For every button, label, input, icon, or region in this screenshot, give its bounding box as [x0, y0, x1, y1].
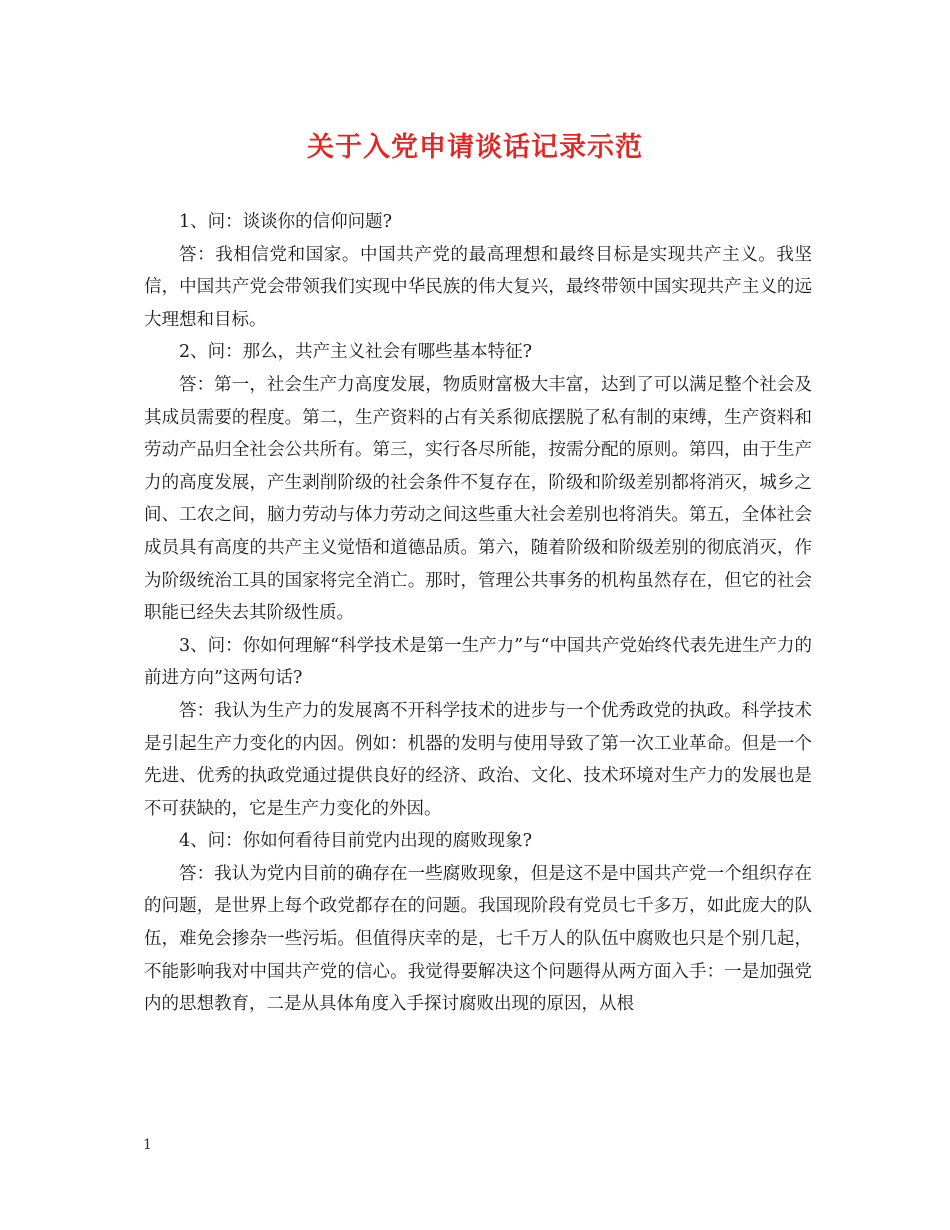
- question-1: 1、问：谈谈你的信仰问题?: [179, 212, 393, 232]
- question-2: 2、问：那么，共产主义社会有哪些基本特征?: [179, 342, 533, 363]
- question-4: 4、问：你如何看待目前党内出现的腐败现象?: [179, 831, 533, 852]
- answer-4: 答：我认为党内目前的确存在一些腐败现象，但是这不是中国共产党一个组织存在的问题，是世界上每个政党都存在的问题。我国现阶段有党员七千多万，如此庞大的队伍，难免会掺杂一些污垢。但值得庆幸的是，七千万人的队伍中腐败也只是个别几起，不能影响我对中国共产党的信心。我觉得要解决这个问题得从两方面入手：一是加强党内的思想教育，二是从具体角度入手探讨腐败出现的原因，从根: [144, 863, 812, 1015]
- answer-3: 答：我认为生产力的发展离不开科学技术的进步与一个优秀政党的执政。科学技术是引起生产力变化的内因。例如：机器的发明与使用导致了第一次工业革命。但是一个先进、优秀的执政党通过提供良好的经济、政治、文化、技术环境对生产力的发展也是不可获缺的，它是生产力变化的外因。: [144, 700, 812, 819]
- question-3: 3、问：你如何理解“科学技术是第一生产力”与“中国共产党始终代表先进生产力的前进方向”这两句话?: [144, 635, 812, 689]
- document-title: 关于入党申请谈话记录示范: [307, 132, 643, 163]
- document-body: [144, 206, 812, 1021]
- answer-2: 答：第一，社会生产力高度发展，物质财富极大丰富，达到了可以满足整个社会及其成员需要的程度。第二，生产资料的占有关系彻底摆脱了私有制的束缚，生产资料和劳动产品归全社会公共所有。第三，实行各尽所能，按需分配的原则。第四，由于生产力的高度发展，产生剥削阶级的社会条件不复存在，阶级和阶级差别都将消灭，城乡之间、工农之间，脑力劳动与体力劳动之间这些重大社会差别也将消失。第五，全体社会成员具有高度的共产主义觉悟和道德品质。第六，随着阶级和阶级差别的彻底消灭，作为阶级统治工具的国家将完全消亡。那时，管理公共事务的机构虽然存在，但它的社会职能已经失去其阶级性质。: [144, 374, 812, 624]
- page-number: 1: [143, 1137, 152, 1153]
- answer-1: 答：我相信党和国家。中国共产党的最高理想和最终目标是实现共产主义。我坚信，中国共产党会带领我们实现中华民族的伟大复兴，最终带领中国实现共产主义的远大理想和目标。: [144, 244, 812, 330]
